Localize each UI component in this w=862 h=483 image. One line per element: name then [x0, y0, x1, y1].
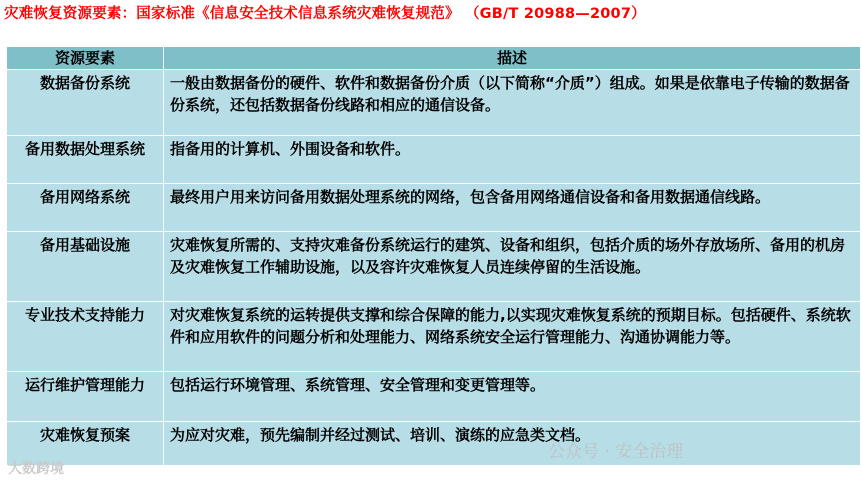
description-cell: 为应对灾难，预先编制并经过测试、培训、演练的应急类文档。 [164, 422, 861, 466]
resource-cell: 专业技术支持能力 [7, 302, 164, 372]
description-cell: 对灾难恢复系统的运转提供支撑和综合保障的能力,以实现灾难恢复系统的预期目标。包括硬件、系统软件和应用软件的问题分析和处理能力、网络系统安全运行管理能力、沟通协调能力等。 [164, 302, 861, 372]
description-cell: 指备用的计算机、外围设备和软件。 [164, 136, 861, 184]
resource-cell: 备用数据处理系统 [7, 136, 164, 184]
description-cell: 最终用户用来访问备用数据处理系统的网络，包含备用网络通信设备和备用数据通信线路。 [164, 184, 861, 232]
watermark-left: 大数跨境 [8, 461, 64, 477]
table-row [7, 232, 861, 302]
table-row [7, 184, 861, 232]
table-row [7, 422, 861, 466]
description-cell: 灾难恢复所需的、支持灾难备份系统运行的建筑、设备和组织，包括介质的场外存放场所、备用的机房及灾难恢复工作辅助设施，以及容许灾难恢复人员连续停留的生活设施。 [164, 232, 861, 302]
resource-cell: 运行维护管理能力 [7, 372, 164, 422]
header-description: 描述 [164, 47, 861, 70]
resource-cell: 备用基础设施 [7, 232, 164, 302]
table-header-row [7, 47, 861, 70]
resource-cell: 备用网络系统 [7, 184, 164, 232]
description-cell: 包括运行环境管理、系统管理、安全管理和变更管理等。 [164, 372, 861, 422]
table-row [7, 372, 861, 422]
slide-title: 灾难恢复资源要素：国家标准《信息安全技术信息系统灾难恢复规范》 （GB/T 20988—2007） [4, 6, 646, 22]
description-cell: 一般由数据备份的硬件、软件和数据备份介质（以下简称“介质”）组成。如果是依靠电子传输的数据备份系统，还包括数据备份线路和相应的通信设备。 [164, 70, 861, 136]
watermark-right: 公众号 · 安全治理 [548, 442, 684, 462]
resource-cell: 数据备份系统 [7, 70, 164, 136]
header-resource: 资源要素 [7, 47, 164, 70]
table-row [7, 70, 861, 136]
table-row [7, 136, 861, 184]
resource-table [6, 46, 861, 466]
table-row [7, 302, 861, 372]
resource-cell: 灾难恢复预案 [7, 422, 164, 466]
